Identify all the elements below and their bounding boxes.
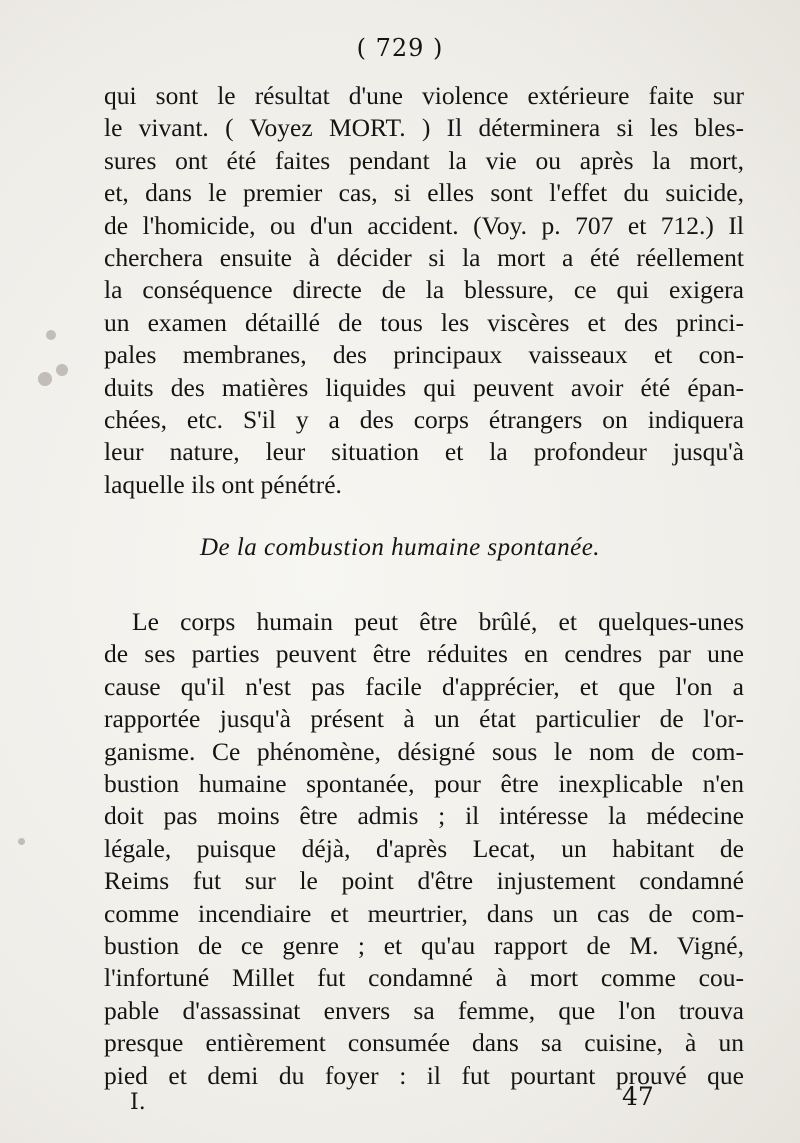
text-line: doit pas moins être admis ; il intéresse la médecine: [104, 801, 744, 831]
paragraph-1: [104, 80, 744, 501]
text-line: bustion humaine spontanée, pour être inexplicable n'en: [104, 769, 744, 799]
text-line: leur nature, leur situation et la profondeur jusqu'à: [104, 437, 744, 467]
ink-speck: [38, 372, 52, 386]
text-line: chées, etc. S'il y a des corps étrangers on indiquera: [104, 405, 744, 435]
ink-speck: [56, 364, 68, 376]
text-line: bustion de ce genre ; et qu'au rapport de M. Vigné,: [104, 931, 744, 961]
text-line: cherchera ensuite à décider si la mort a été réellement: [104, 243, 744, 273]
text-line: de l'homicide, ou d'un accident. (Voy. p. 707 et 712.) Il: [104, 210, 744, 240]
text-line: duits des matières liquides qui peuvent avoir été épan-: [104, 372, 744, 402]
section-heading: De la combustion humaine spontanée.: [199, 534, 601, 561]
text-line: de ses parties peuvent être réduites en cendres par une: [104, 639, 744, 669]
text-line: l'infortuné Millet fut condamné à mort comme cou-: [104, 963, 744, 993]
text-line: pales membranes, des principaux vaisseaux et con-: [104, 340, 744, 370]
paragraph-2: [104, 606, 744, 1092]
ink-speck: [18, 838, 25, 845]
text-line: cause qu'il n'est pas facile d'apprécier, et que l'on a: [104, 671, 744, 701]
text-line: pable d'assassinat envers sa femme, que l'on trouva: [104, 995, 744, 1025]
page-number: ( 729 ): [356, 34, 444, 62]
text-line: Reims fut sur le point d'être injustement condamné: [104, 866, 744, 896]
text-line: rapportée jusqu'à présent à un état particulier de l'or-: [104, 704, 744, 734]
text-line: comme incendiaire et meurtrier, dans un cas de com-: [104, 898, 744, 928]
text-line: qui sont le résultat d'une violence extérieure faite sur: [104, 81, 744, 110]
gathering-number: 47: [622, 1082, 654, 1111]
text-line: et, dans le premier cas, si elles sont l'effet du suicide,: [104, 178, 744, 208]
text-line: un examen détaillé de tous les viscères et des princi-: [104, 307, 744, 337]
text-line: ganisme. Ce phénomène, désigné sous le nom de com-: [104, 736, 744, 766]
ink-speck: [46, 330, 56, 340]
text-line: pied et demi du foyer : il fut pourtant prouvé que: [104, 1060, 744, 1090]
text-line: laquelle ils ont pénétré.: [104, 469, 342, 499]
signature-mark: I.: [130, 1090, 146, 1115]
text-line: sures ont été faites pendant la vie ou après la mort,: [104, 145, 744, 175]
text-line: la conséquence directe de la blessure, ce qui exigera: [104, 275, 744, 305]
text-line: Le corps humain peut être brûlé, et quelques-unes: [132, 607, 744, 636]
text-line: légale, puisque déjà, d'après Lecat, un habitant de: [104, 833, 744, 863]
text-line: le vivant. ( Voyez MORT. ) Il déterminera si les bles-: [104, 113, 744, 143]
text-line: presque entièrement consumée dans sa cuisine, à un: [104, 1028, 744, 1058]
